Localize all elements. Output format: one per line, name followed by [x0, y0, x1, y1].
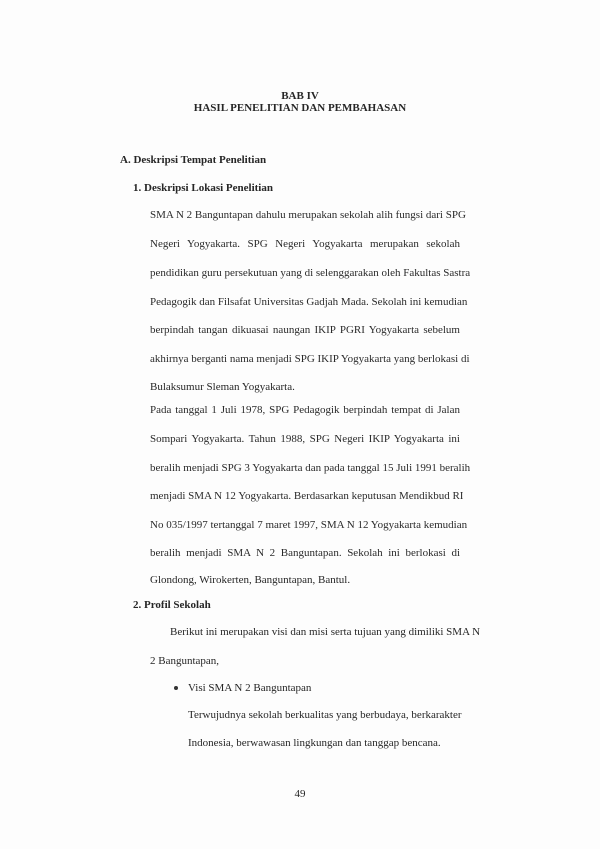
paragraph-2-line: beralih menjadi SPG 3 Yogyakarta dan pada tanggal 15 Juli 1991 beralih: [150, 462, 471, 474]
paragraph-2-line: Pada tanggal 1 Juli 1978, SPG Pedagogik berpindah tempat di Jalan: [150, 404, 460, 416]
vision-label: Visi SMA N 2 Banguntapan: [188, 682, 312, 694]
paragraph-1-line: Pedagogik dan Filsafat Universitas Gadjah Mada. Sekolah ini kemudian: [150, 296, 468, 308]
paragraph-2-line: Glondong, Wirokerten, Banguntapan, Bantul.: [150, 574, 351, 586]
paragraph-1-line: berpindah tangan dikuasai naungan IKIP PGRI Yogyakarta sebelum: [150, 324, 460, 336]
subsection-2-heading: 2. Profil Sekolah: [133, 599, 211, 611]
profile-intro-line: 2 Banguntapan,: [150, 655, 220, 667]
bullet-icon: [174, 686, 178, 690]
paragraph-2-line: Sompari Yogyakarta. Tahun 1988, SPG Negeri IKIP Yogyakarta ini: [150, 433, 460, 445]
chapter-label: BAB IV: [281, 90, 319, 102]
vision-text-line: Terwujudnya sekolah berkualitas yang berbudaya, berkarakter: [188, 709, 462, 721]
paragraph-2-line: No 035/1997 tertanggal 7 maret 1997, SMA N 12 Yogyakarta kemudian: [150, 519, 468, 531]
paragraph-2-line: beralih menjadi SMA N 2 Banguntapan. Sekolah ini berlokasi di: [150, 547, 460, 559]
paragraph-1-line: SMA N 2 Banguntapan dahulu merupakan sekolah alih fungsi dari SPG: [150, 209, 466, 221]
section-a-heading: A. Deskripsi Tempat Penelitian: [120, 154, 267, 166]
page-number: 49: [294, 788, 306, 800]
subsection-1-heading: 1. Deskripsi Lokasi Penelitian: [133, 182, 273, 194]
paragraph-2-line: menjadi SMA N 12 Yogyakarta. Berdasarkan keputusan Mendikbud RI: [150, 490, 464, 502]
paragraph-1-line: Bulaksumur Sleman Yogyakarta.: [150, 381, 295, 393]
paragraph-1-line: pendidikan guru persekutuan yang di selenggarakan oleh Fakultas Sastra: [150, 267, 471, 279]
chapter-title: HASIL PENELITIAN DAN PEMBAHASAN: [193, 102, 407, 114]
paragraph-1-line: Negeri Yogyakarta. SPG Negeri Yogyakarta merupakan sekolah: [150, 238, 460, 250]
vision-text-line: Indonesia, berwawasan lingkungan dan tanggap bencana.: [188, 737, 441, 749]
profile-intro-line: Berikut ini merupakan visi dan misi serta tujuan yang dimiliki SMA N: [170, 626, 481, 638]
paragraph-1-line: akhirnya berganti nama menjadi SPG IKIP Yogyakarta yang berlokasi di: [150, 353, 470, 365]
